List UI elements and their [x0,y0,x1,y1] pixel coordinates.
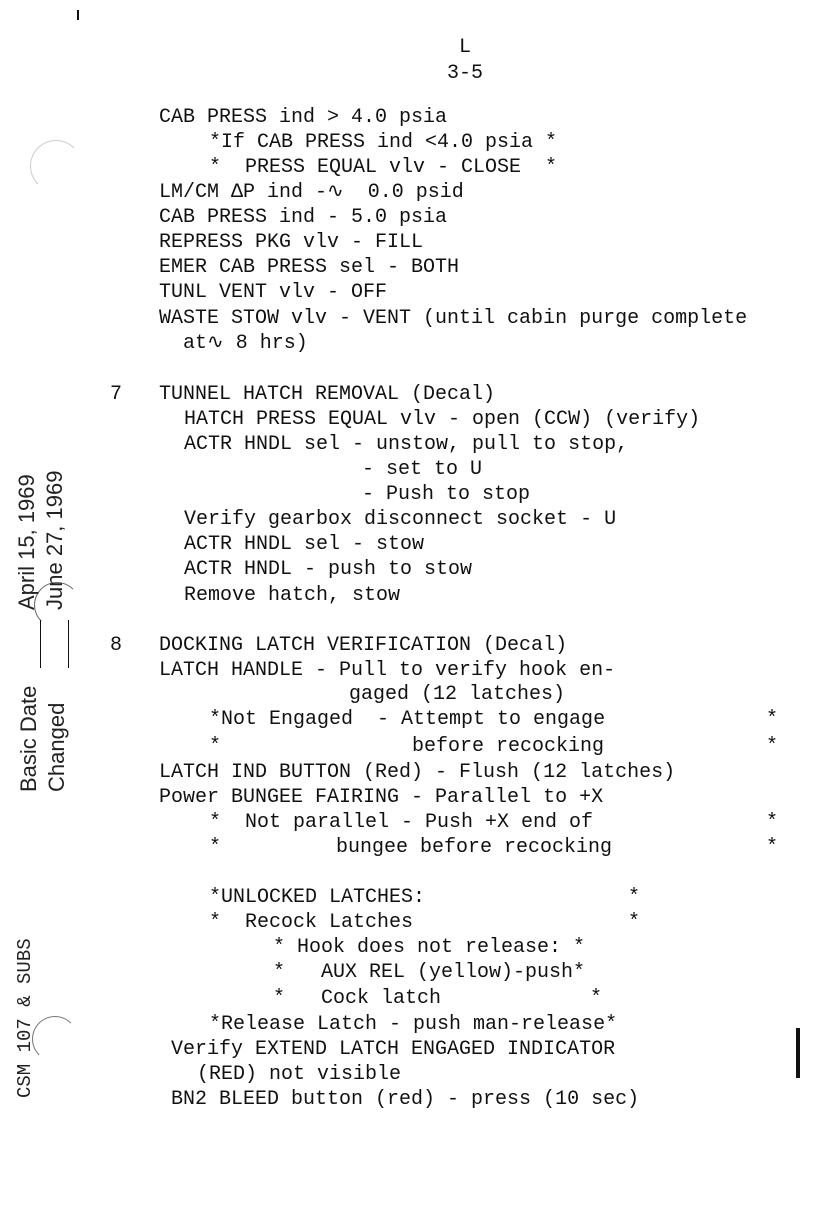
step-line: Remove hatch, stow [184,584,401,607]
caution-star: * [766,735,779,758]
change-bar [796,1028,800,1078]
basic-date-label: Basic Date [16,685,41,792]
caution-star: * [590,987,603,1010]
step-line: (RED) not visible [197,1063,402,1086]
caution-line: before recocking [412,735,605,758]
step-line: BN2 BLEED button (red) - press (10 sec) [171,1088,640,1111]
step-line: ACTR HNDL - push to stow [184,558,473,581]
step-line: CAB PRESS ind > 4.0 psia [159,106,448,129]
step-line: LM/CM ΔP ind -∿ 0.0 psid [159,181,464,204]
step-line: - Push to stop [362,483,531,506]
step-line: CAB PRESS ind - 5.0 psia [159,206,448,229]
basic-date: April 15, 1969 [14,474,39,610]
step-line: Verify gearbox disconnect socket - U [184,508,617,531]
step-line: HATCH PRESS EQUAL vlv - open (CCW) (verify) [184,408,701,431]
step-line: ACTR HNDL sel - unstow, pull to stop, [184,433,629,456]
caution-line: * Cock latch [273,987,442,1010]
caution-star: * [209,836,222,859]
caution-line: * PRESS EQUAL vlv - CLOSE * [209,156,558,179]
step-line: Verify EXTEND LATCH ENGAGED INDICATOR [171,1038,616,1061]
step-line: gaged (12 latches) [349,683,566,706]
caution-star: * [766,836,779,859]
step-line: EMER CAB PRESS sel - BOTH [159,256,460,279]
step-line: REPRESS PKG vlv - FILL [159,231,424,254]
punch-hole [32,1016,78,1062]
page-number: 3-5 [447,62,484,85]
step-heading: DOCKING LATCH VERIFICATION (Decal) [159,634,568,657]
caution-line: * Not parallel - Push +X end of [209,811,594,834]
caution-line: *If CAB PRESS ind <4.0 psia * [209,131,558,154]
caution-line: * Hook does not release: * [273,936,586,959]
caution-star: * [766,708,779,731]
step-number: 7 [110,383,123,406]
caution-line: * Recock Latches [209,911,414,934]
step-line: ACTR HNDL sel - stow [184,533,425,556]
caution-star: * [628,886,641,909]
punch-hole [30,140,82,192]
caution-line: *Release Latch - push man-release* [209,1013,618,1036]
step-line: LATCH IND BUTTON (Red) - Flush (12 latches) [159,761,676,784]
caution-line: bungee before recocking [336,836,613,859]
step-line: WASTE STOW vlv - VENT (until cabin purge complete [159,307,748,330]
caution-line: *Not Engaged - Attempt to engage [209,708,606,731]
step-line: Power BUNGEE FAIRING - Parallel to +X [159,786,604,809]
step-number: 8 [110,634,123,657]
corner-mark [77,10,79,20]
step-line: TUNL VENT vlv - OFF [159,281,388,304]
caution-star: * [209,735,222,758]
date-underline [40,620,41,668]
step-line: LATCH HANDLE - Pull to verify hook en- [159,659,616,682]
step-heading: TUNNEL HATCH REMOVAL (Decal) [159,383,496,406]
document-id: CSM 107 & SUBS [14,938,36,1098]
date-underline [68,620,69,668]
step-line: - set to U [362,458,483,481]
caution-star: * [628,911,641,934]
section-letter: L [459,36,472,59]
caution-line: *UNLOCKED LATCHES: [209,886,426,909]
changed-date: June 27, 1969 [42,470,67,610]
caution-star: * [766,811,779,834]
changed-label: Changed [44,702,69,792]
step-line: at∿ 8 hrs) [183,332,308,355]
caution-line: * AUX REL (yellow)-push* [273,961,586,984]
